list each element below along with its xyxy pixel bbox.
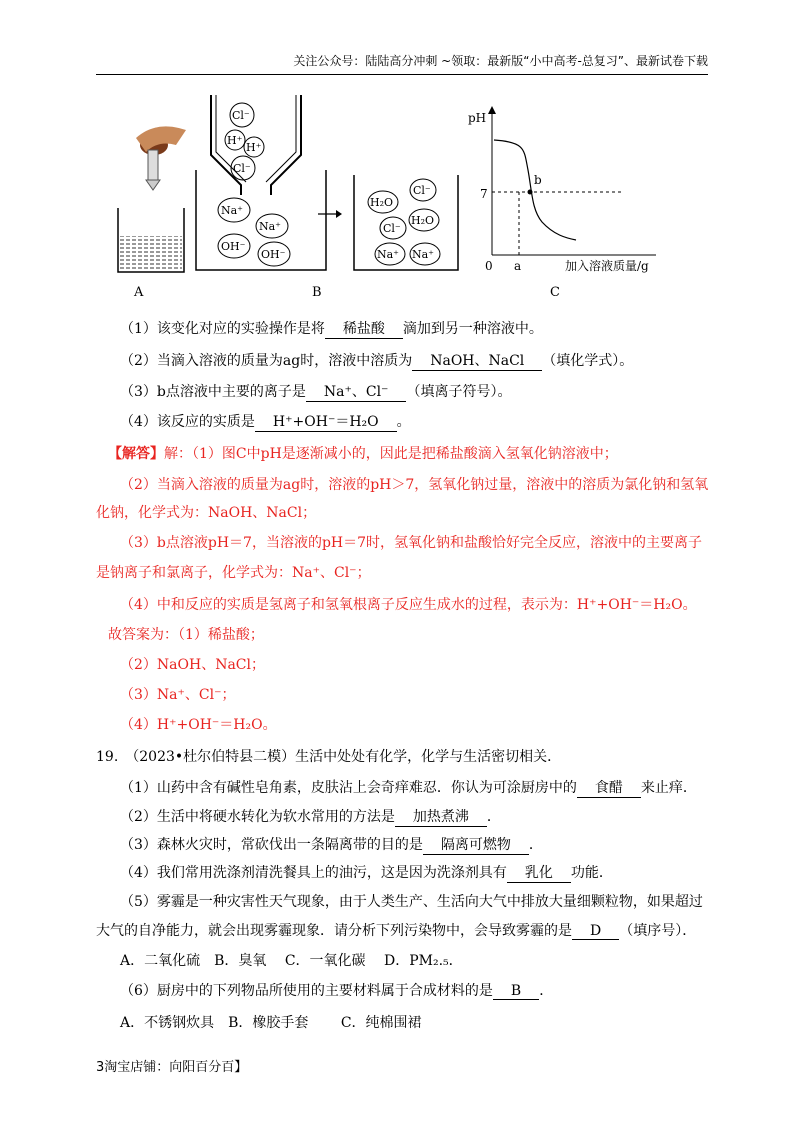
label-c: C [550,285,560,300]
q19-part-2: （2）生活中将硬水转化为软水常用的方法是 加热煮沸 ． [120,806,501,827]
answer-blank: 加热煮沸 [395,806,487,827]
q19-part-6-options: A．不锈钢炊具 B．橡胶手套 C．纯棉围裙 [120,1015,422,1031]
answer-blank: H⁺+OH⁻＝H₂O [255,411,397,432]
answer-line-1: 【解答】解：（1）图C中pH是逐渐减小的，因此是把稀盐酸滴入氢氧化钠溶液中； [108,446,618,462]
graph-xlabel: 加入溶液质量/g [565,259,649,273]
answer-blank: 隔离可燃物 [423,834,529,855]
answer-blank: Na⁺、Cl⁻ [306,381,407,402]
q18-line-4: （4）该反应的实质是 H⁺+OH⁻＝H₂O 。 [120,411,411,432]
answer-line-2b: 化钠，化学式为：NaOH、NaCl； [96,505,317,521]
graph-point-b: b [534,173,542,187]
page-header: 关注公众号：陆陆高分冲刺 ~领取：最新版“小中高考-总复习”、最新试卷下载 [96,52,708,75]
answer-line-4: （4）中和反应的实质是氢离子和氢氧根离子反应生成水的过程，表示为：H⁺+OH⁻＝H₂O。 [120,597,697,613]
arrow-icon [318,210,342,218]
final-answer-title: 故答案为：（1）稀盐酸； [108,627,264,643]
final-answer-2: （2）NaOH、NaCl； [120,657,265,673]
page-footer: 3淘宝店铺：向阳百分百】 [96,1060,248,1075]
ion-after-6: Na⁺ [412,248,434,261]
ion-after-3: Cl⁻ [383,222,401,235]
experiment-figure [96,90,696,305]
q19-part-4: （4）我们常用洗涤剂清洗餐具上的油污，这是因为洗涤剂具有 乳化 功能． [120,862,613,883]
ion-after-4: H₂O [411,214,435,227]
answer-blank: 食醋 [577,777,641,798]
answer-blank: B [493,983,539,1000]
graph-ylabel: pH [468,111,487,125]
final-answer-3: （3）Na⁺、Cl⁻； [120,687,236,703]
ion-top-3: H⁺ [246,141,262,154]
answer-blank: 乳化 [507,862,571,883]
q19-part-1: （1）山药中含有碱性皂角素，皮肤沾上会奇痒难忍．你认为可涂厨房中的 食醋 来止痒． [120,777,697,798]
answer-blank: NaOH、NaCl [412,350,542,371]
ion-after-2: Cl⁻ [413,184,431,197]
figure-c-ph-graph [468,106,656,273]
answer-line-2a: （2）当滴入溶液的质量为ag时，溶液的pH＞7，氢氧化钠过量，溶液中的溶质为氯化钠和氢氧 [120,477,709,493]
ion-after-1: H₂O [370,196,394,209]
answer-line-3a: （3）b点溶液pH＝7，当溶液的pH＝7时，氢氧化钠和盐酸恰好完全反应，溶液中的主要离子 [120,535,703,551]
q19-part-5b: 大气的自净能力，就会出现雾霾现象．请分析下列污染物中，会导致雾霾的是 D （填序号）． [96,923,697,939]
final-answer-4: （4）H⁺+OH⁻＝H₂O。 [120,717,277,733]
graph-origin: 0 [485,259,493,273]
q19-part-5a: （5）雾霾是一种灾害性天气现象，由于人类生产、生活向大气中排放大量细颗粒物，如果超过 [120,894,703,910]
graph-y7: 7 [480,187,488,201]
label-a: A [134,285,144,300]
q19-part-6: （6）厨房中的下列物品所使用的主要材料属于合成材料的是 B ． [120,983,554,999]
q19-part-3: （3）森林火灾时，常砍伐出一条隔离带的目的是 隔离可燃物 ． [120,834,543,855]
ion-bottom-1: Na⁺ [221,204,243,217]
figure-a-beaker [118,208,184,272]
figure-a-dropper [136,126,186,190]
answer-line-3b: 是钠离子和氯离子，化学式为：Na⁺、Cl⁻； [96,565,371,581]
ion-bottom-3: OH⁻ [221,240,246,253]
ion-after-5: Na⁺ [377,248,399,261]
answer-tag: 【解答】 [108,446,164,462]
ion-top-1: Cl⁻ [232,109,250,122]
ion-top-2: H⁺ [227,134,243,147]
label-b: B [312,285,322,300]
ion-bottom-2: Na⁺ [259,220,281,233]
q19-title: 19. （2023•杜尔伯特县二模）生活中处处有化学，化学与生活密切相关． [96,749,562,765]
q19-part-5-options: A．二氧化硫 B．臭氧 C．一氧化碳 D．PM₂.₅． [120,953,463,969]
ion-top-4: Cl⁻ [233,162,251,175]
answer-blank: 稀盐酸 [325,318,403,339]
q18-line-2: （2）当滴入溶液的质量为ag时，溶液中溶质为 NaOH、NaCl （填化学式）。 [120,350,633,371]
answer-blank: D [572,923,619,940]
ion-bottom-4: OH⁻ [261,248,286,261]
figure-b-beaker [196,95,326,270]
graph-xa: a [514,259,522,273]
q18-line-1: （1）该变化对应的实验操作是将 稀盐酸 滴加到另一种溶液中。 [120,318,543,339]
q18-line-3: （3）b点溶液中主要的离子是 Na⁺、Cl⁻ （填离子符号）。 [120,381,511,402]
figure-b-after-beaker [354,175,458,270]
